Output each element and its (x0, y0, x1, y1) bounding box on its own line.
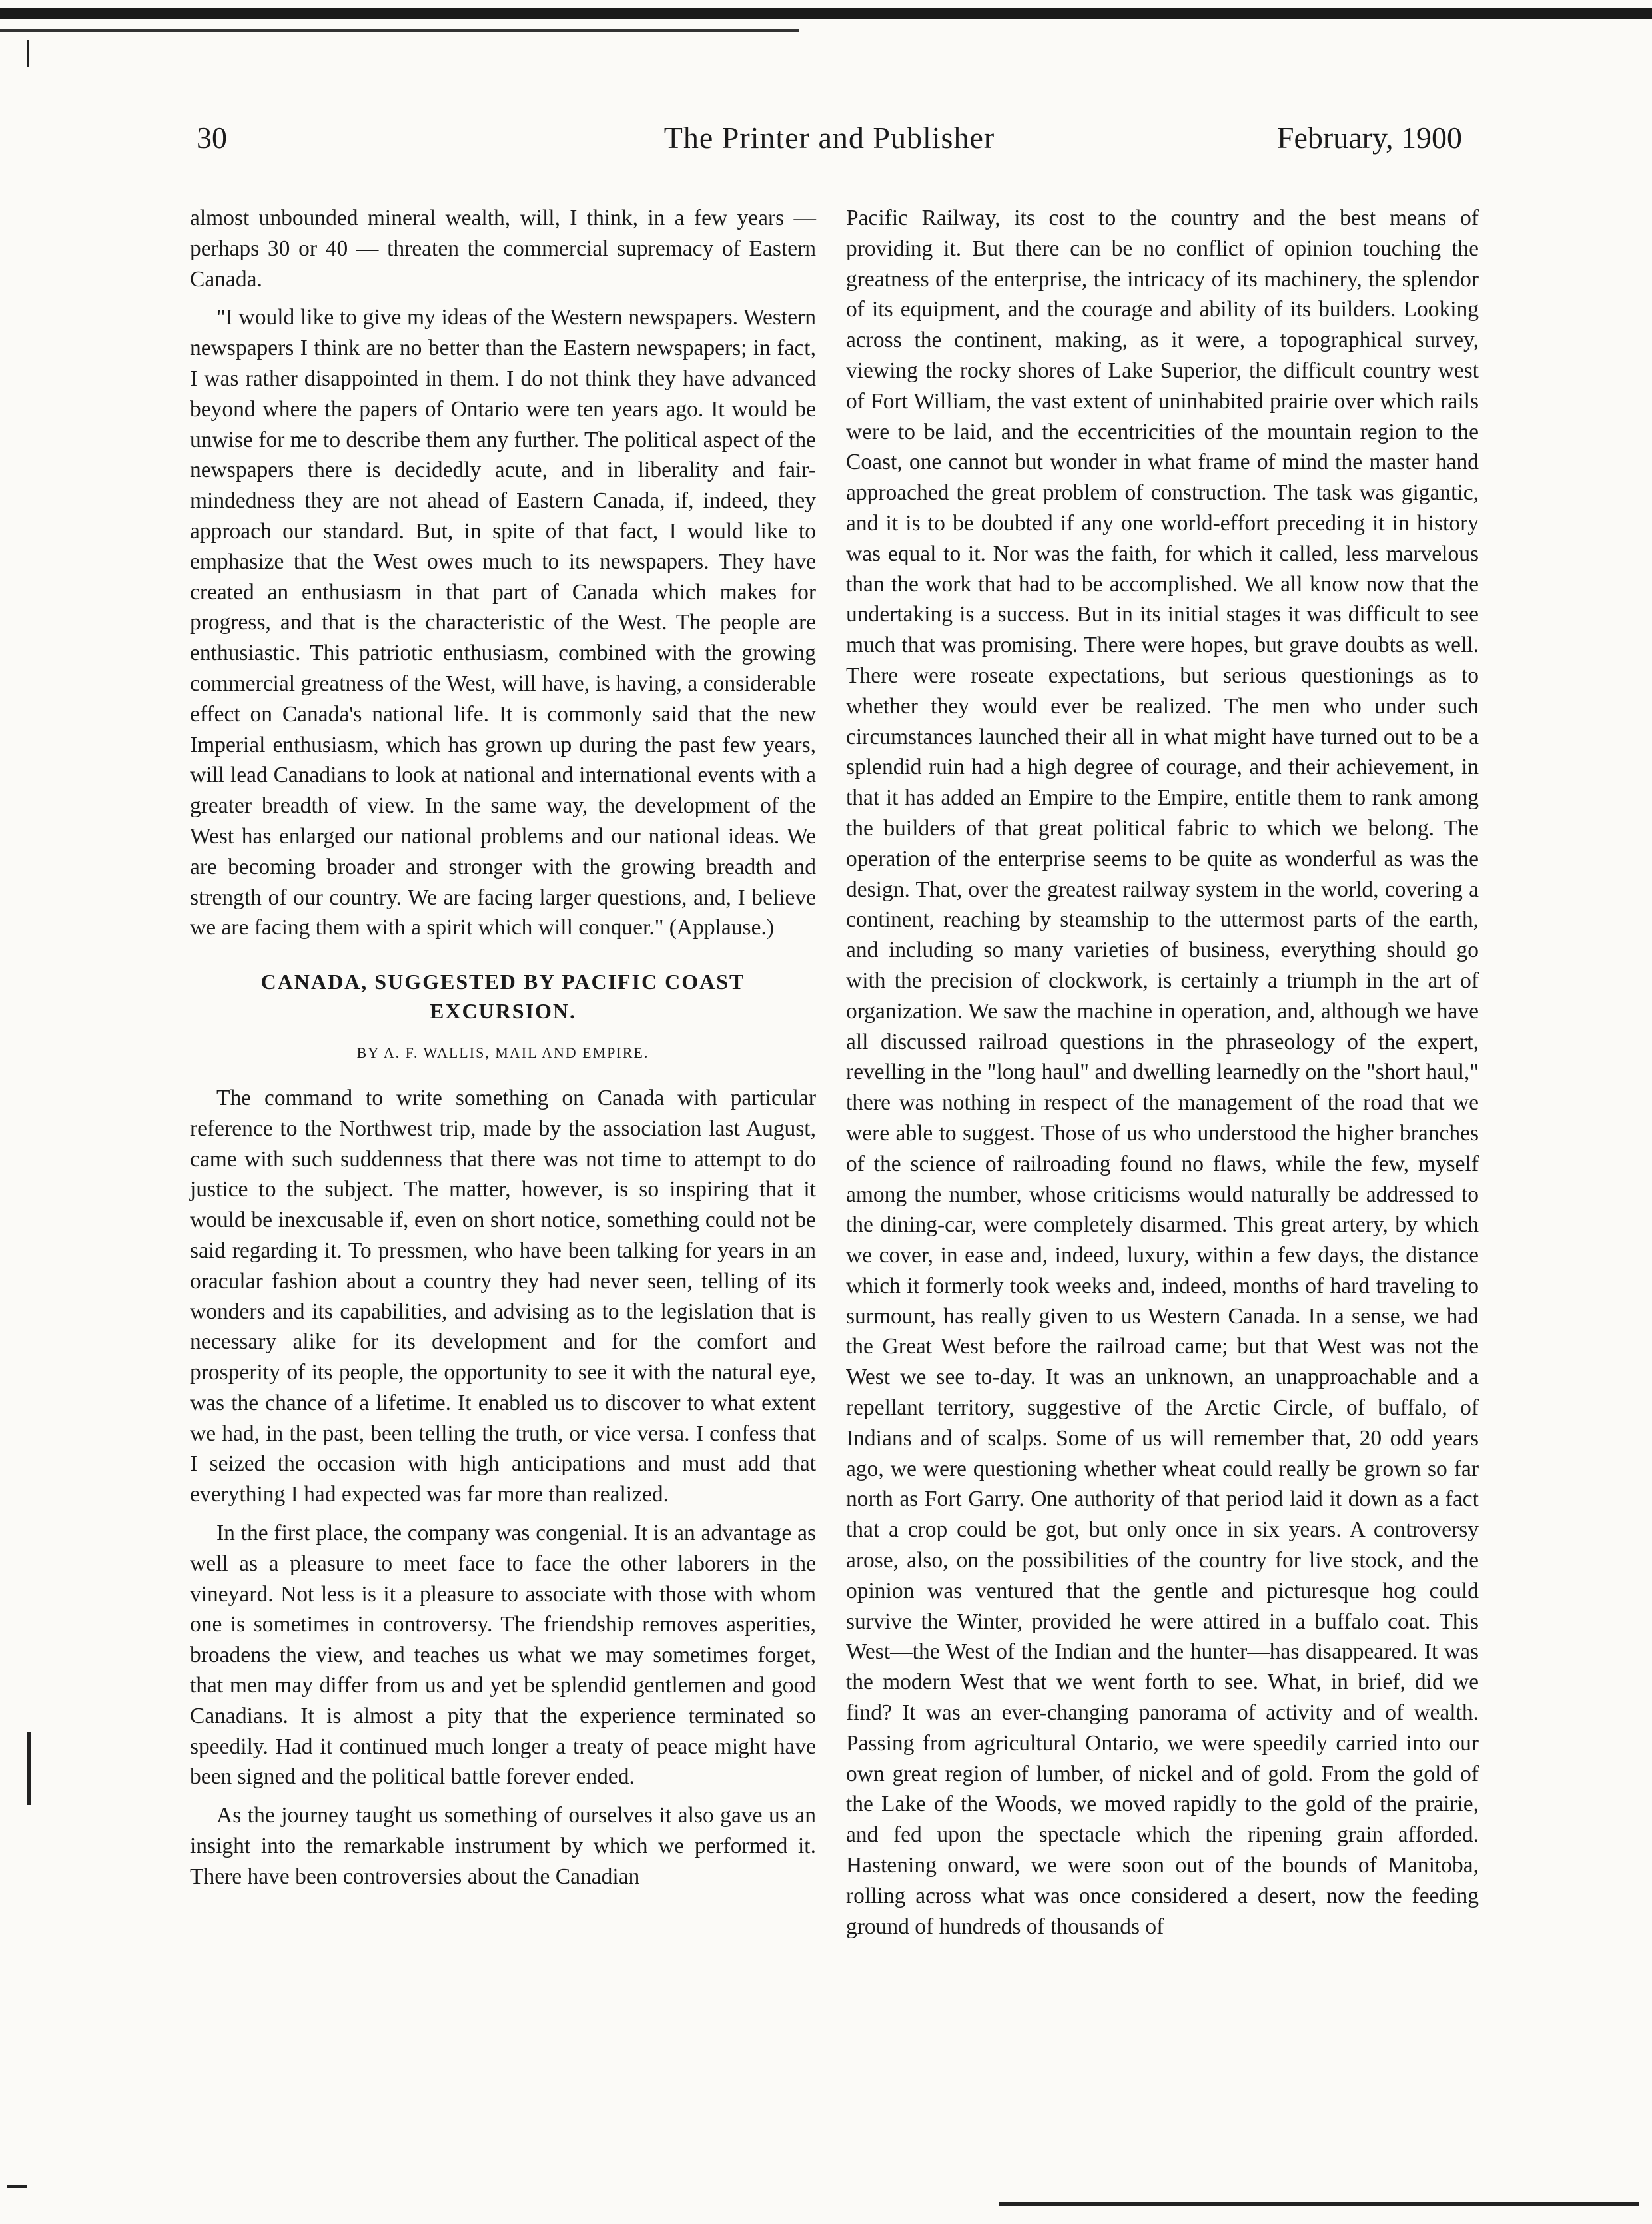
top-border-rule-thin (0, 29, 799, 32)
issue-date: February, 1900 (1276, 121, 1462, 155)
publication-title: The Printer and Publisher (663, 121, 995, 155)
bottom-rule (999, 2202, 1639, 2206)
margin-mark (7, 2185, 27, 2188)
page-number: 30 (197, 121, 227, 155)
article-heading: CANADA, SUGGESTED BY PACIFIC COAST EXCURSION. (260, 970, 745, 1024)
page-header (197, 120, 1462, 167)
margin-mark (27, 40, 29, 67)
paragraph: Pacific Railway, its cost to the country and the best means of providing it. But there can be no conflict of opinion touching the greatness of the enterprise, the intricacy of its machinery, the splendor of its equipment, and the courage and ability of its builders. Looking across the continent, making, as it were, a topographical survey, viewing the rocky shores of Lake Superior, the difficult country west of Fort William, the vast extent of uninhabited prairie over which rails were to be laid, and the eccentricities of the mountain region to the Coast, one cannot but wonder in what frame of mind the master hand approached the great problem of construction. The task was gigantic, and it is to be doubted if any one world-effort preceding it in history was equal to it. Nor was the faith, for which it called, less marvelous than the work that had to be accomplished. We all know now that the undertaking is a success. But in its initial stages it was difficult to see much that was promising. There were hopes, but grave doubts as well. There were roseate expectations, but serious questionings as to whether they would ever be realized. The men who under such circumstances launched their all in what might have turned out to be a splendid ruin had a high degree of courage, and their achievement, in that it has added an Empire to the Empire, entitle them to rank among the builders of that great political fabric to which we belong. The operation of the enterprise seems to be quite as wonderful as was the design. That, over the greatest railway system in the world, covering a continent, reaching by steamship to the uttermost parts of the earth, and including so many varieties of business, everything should go with the precision of clockwork, is certainly a triumph in the art of organization. We saw the machine in operation, and, although we have all discussed railroad questions in the phraseology of the expert, revelling in the "long haul" and dwelling learnedly on the "short haul," there was nothing in respect of the management of the road that we were able to suggest. Those of us who understood the higher branches of the science of railroading found no flaws, while the few, myself among the number, whose criticisms would naturally be addressed to the dining-car, were completely disarmed. This great artery, by which we cover, in ease and, indeed, luxury, within a few days, the distance which it formerly took weeks and, indeed, months of hard traveling to surmount, has really given to us Western Canada. In a sense, we had the Great West before the railroad came; but that West was not the West we see to-day. It was an unknown, an unapproachable and a repellant territory, suggestive of the Arctic Circle, of buffalo, of Indians and of scalps. Some of us will remember that, 20 odd years ago, we were questioning whether wheat could really be grown so far north as Fort Garry. One authority of that period laid it down as a fact that a crop could be got, but only once in six years. A controversy arose, also, on the possibilities of the country for live stock, and the opinion was ventured that the gentle and picturesque hog could survive the Winter, provided he were attired in a buffalo coat. This West—the West of the Indian and the hunter—has disappeared. It was the modern West that we went forth to see. What, in brief, did we find? It was an ever-changing panorama of activity and of wealth. Passing from agricultural Ontario, we were speedily carried into our own great region of lumber, of nickel and of gold. From the gold of the Lake of the Woods, we moved rapidly to the gold of the prairie, and fed upon the spectacle which the ripening grain afforded. Hastening onward, we were soon out of the bounds of Manitoba, rolling across what was once considered a desert, now the feeding ground of hundreds of thousands of (846, 206, 1479, 1939)
right-column (846, 203, 1479, 1950)
paragraph: "I would like to give my ideas of the Western newspapers. Western newspapers I think are no better than the Eastern newspapers; in fact, I was rather disappointed in them. I do not think they have advanced beyond where the papers of Ontario were ten years ago. It would be unwise for me to describe them any further. The political aspect of the newspapers there is decidedly acute, and in liberality and fair-mindedness they are not ahead of Eastern Canada, if, indeed, they approach our standard. But, in spite of that fact, I would like to emphasize that the West owes much to its newspapers. They have created an enthusiasm in that part of Canada which makes for progress, and that is the characteristic of the West. The people are enthusiastic. This patriotic enthusiasm, combined with the growing commercial greatness of the West, will have, is having, a considerable effect on Canada's national life. It is commonly said that the new Imperial enthusiasm, which has grown up during the past few years, will lead Canadians to look at national and international events with a greater breadth of view. In the same way, the development of the West has enlarged our national problems and our national ideas. We are becoming broader and stronger with the growing breadth and strength of our country. We are facing larger questions, and, I believe we are facing them with a spirit which will conquer." (Applause.) (190, 305, 816, 940)
margin-mark (27, 1732, 31, 1805)
article-byline: BY A. F. WALLIS, MAIL AND EMPIRE. (356, 1044, 649, 1062)
top-border-rule (0, 8, 1652, 19)
left-column (190, 203, 816, 1900)
paragraph: The command to write something on Canada with particular reference to the Northwest trip, made by the association last August, came with such suddenness that there was not time to attempt to do justice to the subject. The matter, however, is so inspiring that it would be inexcusable if, even on short notice, something could not be said regarding it. To pressmen, who have been talking for years in an oracular fashion about a country they had never seen, telling of its wonders and its capabilities, and advising as to the legislation that is necessary alike for its development and for the comfort and prosperity of its people, the opportunity to see it with the natural eye, was the chance of a lifetime. It enabled us to discover to what extent we had, in the past, been telling the truth, or vice versa. I confess that I seized the occasion with high anticipations and must add that everything I had expected was far more than realized. (190, 1085, 816, 1507)
paragraph: almost unbounded mineral wealth, will, I think, in a few years — perhaps 30 or 40 — threaten the commercial supremacy of Eastern Canada. (190, 206, 816, 292)
paragraph: In the first place, the company was congenial. It is an advantage as well as a pleasure to meet face to face the other laborers in the vineyard. Not less is it a pleasure to associate with those with whom one is sometimes in controversy. The friendship removes asperities, broadens the view, and teaches us what we may sometimes forget, that men may differ from us and yet be splendid gentlemen and good Canadians. It is almost a pity that the experience terminated so speedily. Had it continued much longer a treaty of peace might have been signed and the political battle forever ended. (190, 1521, 816, 1790)
paragraph: As the journey taught us something of ourselves it also gave us an insight into the remarkable instrument by which we performed it. There have been controversies about the Canadian (190, 1803, 816, 1889)
